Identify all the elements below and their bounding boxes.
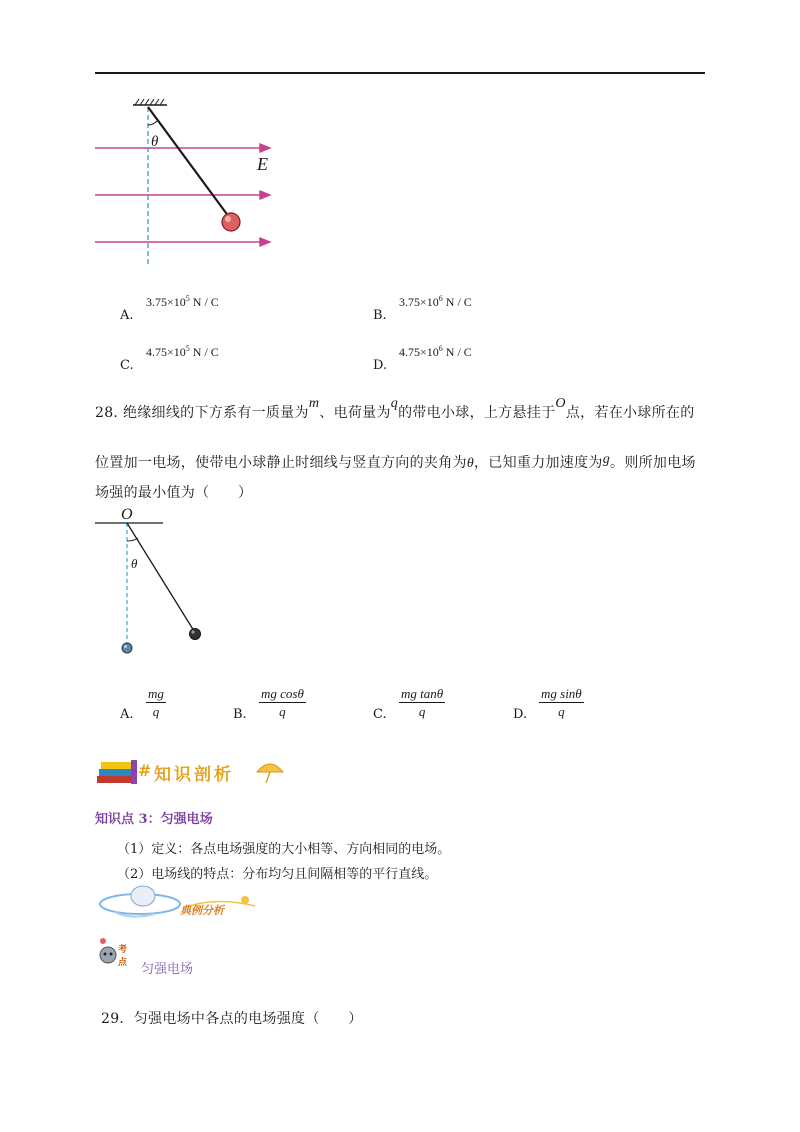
pivot-label: O [121, 506, 133, 523]
definition-item: （1）定义：各点电场强度的大小相等、方向相同的电场。 [117, 842, 451, 857]
option-letter: D. [513, 707, 528, 722]
option-fraction: $\frac{\text{mg cosθ}}{q}$ [261, 686, 304, 719]
field-line-item: （2）电场线的特点：分布均匀且间隔相等的平行直线。 [117, 867, 438, 882]
q28-line-1: 28. 绝缘细线的下方系有一质量为m、电荷量为q的带电小球，上方悬挂于O点，若在小球所在的 [95, 396, 695, 421]
option-letter: C. [120, 358, 134, 373]
option-value: $3.75\times 10^5$ N / C [146, 294, 219, 309]
books-icon [95, 758, 139, 786]
ball-displaced [190, 629, 201, 640]
q28-line-3: 场强的最小值为（ ） [95, 485, 253, 501]
field-label: E [257, 154, 268, 174]
option-letter: C. [373, 707, 387, 722]
option-letter: A. [120, 707, 134, 722]
hash-icon: # [138, 761, 152, 780]
option-value: $4.75\times 10^6$ N / C [399, 344, 472, 359]
charged-ball [222, 213, 240, 231]
option-fraction: $\frac{\text{mg sinθ}}{q}$ [541, 686, 582, 719]
kaodian-char-1: 考 [118, 945, 128, 955]
umbrella-icon [255, 760, 285, 784]
q29-text: 29．匀强电场中各点的电场强度（ ） [101, 1011, 363, 1027]
pendulum-diagram [95, 503, 215, 663]
header-rule [95, 72, 705, 74]
q28-line-2: 位置加一电场，使带电小球静止时细线与竖直方向的夹角为θ，已知重力加速度为g。则所加电场 [95, 452, 696, 471]
kaodian-char-2: 点 [118, 958, 128, 968]
option-fraction: $\frac{\text{mg tanθ}}{q}$ [401, 686, 444, 719]
option-letter: A. [120, 308, 134, 323]
robot-icon [97, 935, 119, 967]
knowledge-point-title: 知识点 3：匀强电场 [95, 812, 213, 827]
kaodian-label: 匀强电场 [141, 962, 194, 977]
ball-rest [122, 643, 132, 653]
option-fraction: $\frac{mg}{q}$ [148, 686, 164, 719]
typical-banner: 典例分析 [180, 904, 224, 917]
option-letter: D. [373, 358, 388, 373]
option-value: $4.75\times 10^5$ N / C [146, 344, 219, 359]
angle-label: θ [131, 556, 138, 571]
pendulum-field-diagram [95, 95, 295, 270]
section-banner: 知识剖析 [154, 765, 234, 785]
option-letter: B. [233, 707, 247, 722]
option-value: $3.75\times 10^6$ N / C [399, 294, 472, 309]
angle-label: θ [151, 134, 159, 150]
option-letter: B. [373, 308, 387, 323]
